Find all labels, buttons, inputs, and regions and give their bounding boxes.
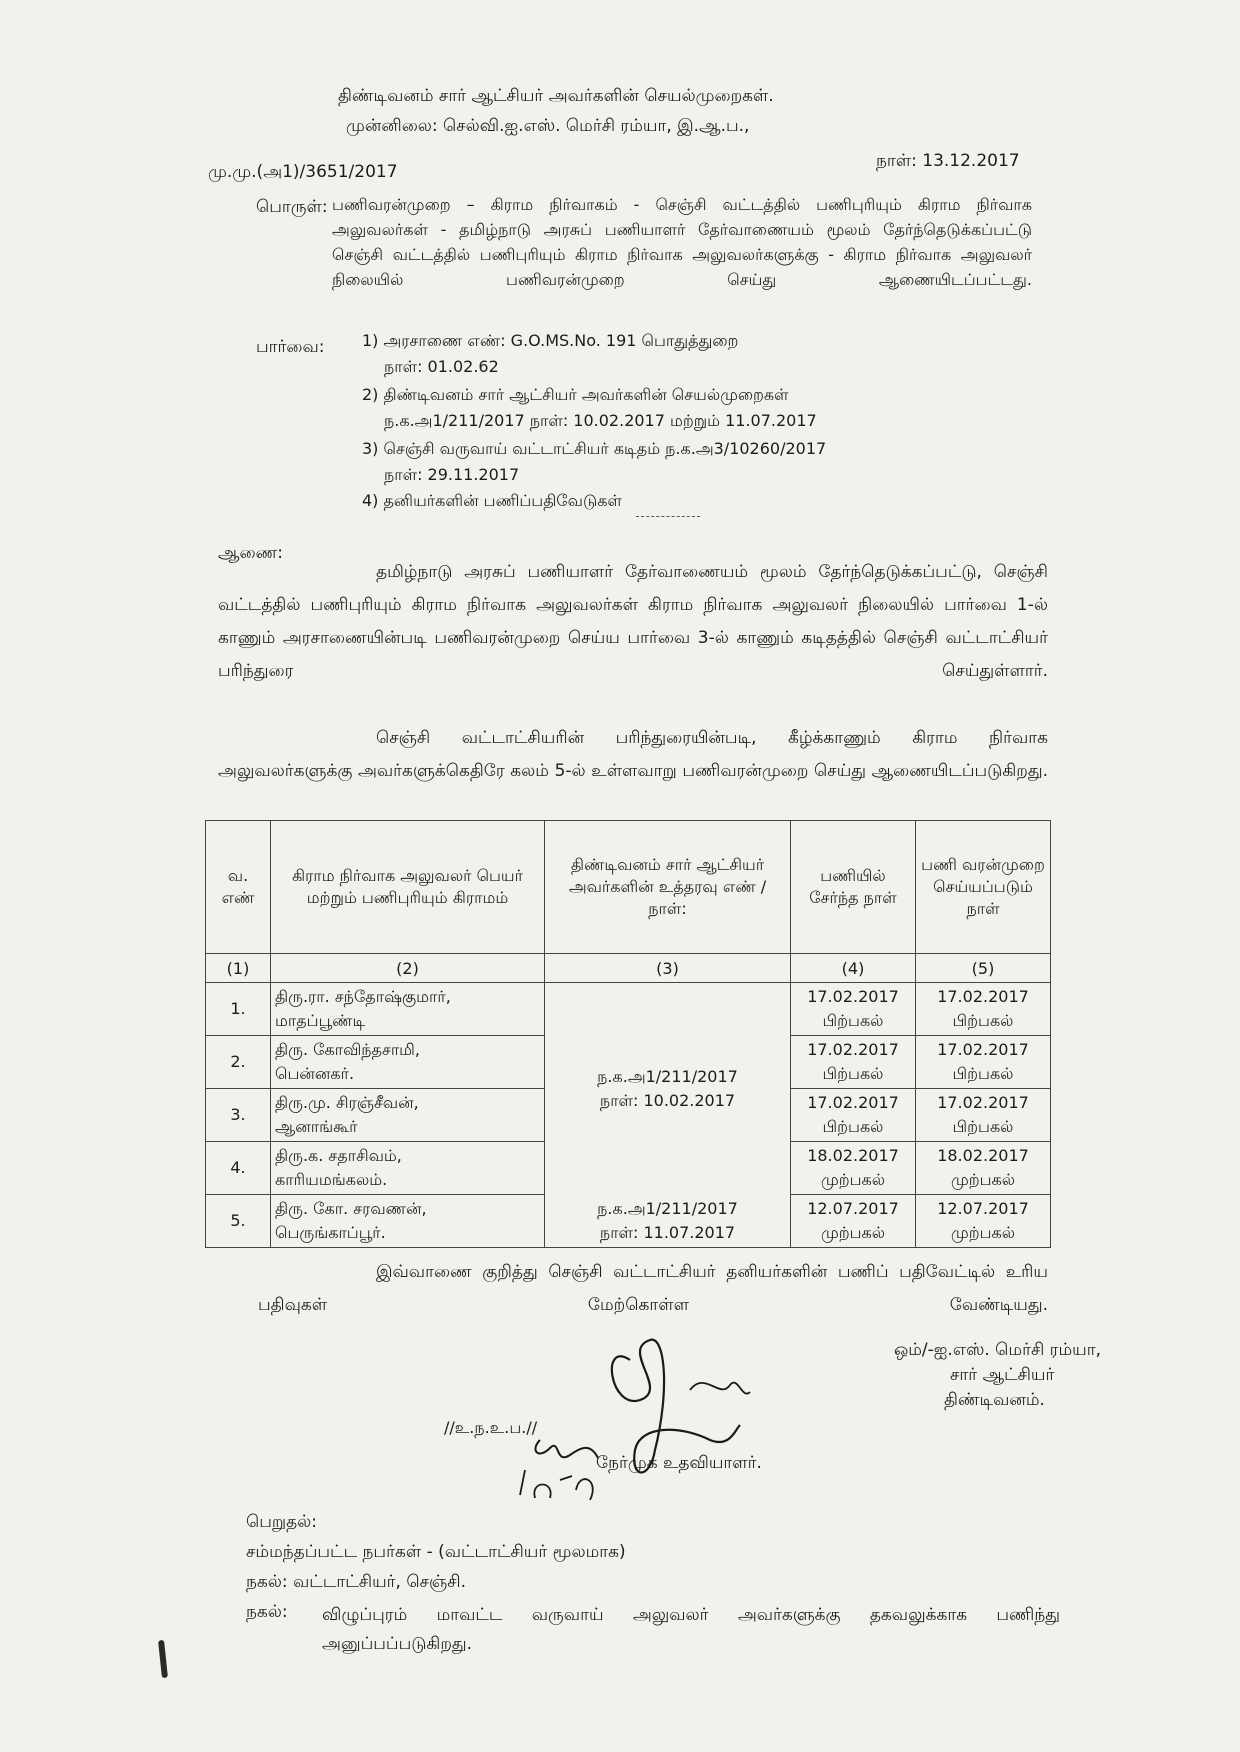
join-session: பிற்பகல் — [822, 1011, 884, 1030]
order-ref-group-1 — [545, 983, 791, 1195]
row-join-date — [791, 1142, 916, 1195]
reg-session: முற்பகல் — [950, 1223, 1016, 1242]
copy-label: நகல்: — [246, 1602, 288, 1622]
reg-date: 18.02.2017 — [937, 1146, 1029, 1165]
officer-name: திரு.மு. சிரஞ்சீவன், — [275, 1093, 419, 1112]
officer-name: திரு.க. சதாசிவம், — [275, 1146, 402, 1165]
subject-text: பணிவரன்முறை – கிராம நிர்வாகம் - செஞ்சி வட்டத்தில் பணிபுரியும் கிராம நிர்வாக அலுவலர்கள் - தமிழ்நாடு அரசுப் பணியாளர் தேர்வாணையம் மூலம் தேர்ந்தெடுக்கப்பட்டு செஞ்சி வட்டத்தில் பணிபுரியும் கிராம நிர்வாக அலுவலர்களுக்கு - கிராம நிர்வாக அலுவலர் நிலையில் பணிவரன்முறை செய்து ஆணையிடப்பட்டது. — [332, 195, 1032, 289]
join-session: முற்பகல் — [820, 1170, 886, 1189]
true-copy-mark: //உ.ந.உ.ப.// — [444, 1418, 538, 1437]
row-join-date — [791, 1195, 916, 1248]
reg-date: 17.02.2017 — [937, 1040, 1029, 1059]
recipient-text: சம்மந்தப்பட்ட நபர்கள் - (வட்டாட்சியர் மூலமாக) — [246, 1542, 626, 1562]
header-order-number: திண்டிவனம் சார் ஆட்சியர் அவர்களின் உத்தரவு எண் / நாள்: — [545, 821, 791, 954]
reg-session: பிற்பகல் — [952, 1011, 1014, 1030]
reference-1-line-2: நாள்: 01.02.62 — [384, 357, 499, 376]
document-date: நாள்: 13.12.2017 — [876, 151, 1020, 171]
references-label: பார்வை: — [256, 337, 325, 357]
order-label: ஆணை: — [218, 543, 283, 563]
header-line-2: முன்னிலை: செல்வி.ஐ.எஸ். மெர்சி ரம்யா, இ.ஆ.ப., — [346, 116, 750, 136]
signatory-place: திண்டிவனம். — [944, 1390, 1045, 1410]
reference-number: மு.மு.(அ1)/3651/2017 — [208, 162, 398, 182]
order-paragraph-1: தமிழ்நாடு அரசுப் பணியாளர் தேர்வாணையம் மூலம் தேர்ந்தெடுக்கப்பட்டு, செஞ்சி வட்டத்தில் பணிபுரியும் கிராம நிர்வாக அலுவலர்கள் கிராம நிர்வாக அலுவலர் நிலையில் பார்வை 1-ல் காணும் அரசாணையின்படி பணிவரன்முறை செய்ய பார்வை 3-ல் காணும் கடிதத்தில் செஞ்சி வட்டாட்சியர் பரிந்துரை செய்துள்ளார். — [218, 562, 1048, 681]
order-ref-number: ந.க.அ1/211/2017 — [597, 1198, 738, 1218]
table-header-row — [206, 821, 1051, 954]
join-date: 17.02.2017 — [807, 987, 899, 1006]
column-number: (5) — [916, 954, 1051, 983]
join-date: 17.02.2017 — [807, 1040, 899, 1059]
join-session: பிற்பகல் — [822, 1064, 884, 1083]
row-name-village — [271, 1036, 545, 1089]
regularisation-table — [205, 820, 1051, 1248]
copy-to-dro: விழுப்புரம் மாவட்ட வருவாய் அலுவலர் அவர்களுக்கு தகவலுக்காக பணிந்து அனுப்பப்படுகிறது. — [322, 1605, 1060, 1654]
separator-line — [636, 516, 700, 517]
reg-session: பிற்பகல் — [952, 1117, 1014, 1136]
row-reg-date — [916, 1089, 1051, 1142]
reg-date: 17.02.2017 — [937, 987, 1029, 1006]
copy-to-tahsildar: நகல்: வட்டாட்சியர், செஞ்சி. — [246, 1572, 466, 1592]
order-paragraph-2: செஞ்சி வட்டாட்சியரின் பரிந்துரையின்படி, கீழ்க்காணும் கிராம நிர்வாக அலுவலர்களுக்கு அவர்களுக்கெதிரே கலம் 5-ல் உள்ளவாறு பணிவரன்முறை செய்து ஆணையிடப்படுகிறது. — [218, 728, 1048, 781]
ink-mark — [158, 1640, 168, 1678]
column-number: (2) — [271, 954, 545, 983]
forwarded-by: நேர்முக உதவியாளர். — [596, 1453, 762, 1473]
officer-name: திரு. கோவிந்தசாமி, — [275, 1040, 421, 1059]
officer-name: திரு. கோ. சரவணன், — [275, 1199, 427, 1218]
reference-3-line-2: நாள்: 29.11.2017 — [384, 465, 520, 484]
row-name-village — [271, 1142, 545, 1195]
join-date: 18.02.2017 — [807, 1146, 899, 1165]
order-ref-number: ந.க.அ1/211/2017 — [597, 1066, 738, 1086]
table-row — [206, 1195, 1051, 1248]
reference-4-line-1: 4) தனியர்களின் பணிப்பதிவேடுகள் — [362, 491, 622, 510]
signatory-designation: சார் ஆட்சியர் — [950, 1365, 1055, 1385]
reg-session: பிற்பகல் — [952, 1064, 1014, 1083]
row-serial: 5. — [206, 1195, 271, 1248]
row-name-village — [271, 1089, 545, 1142]
row-join-date — [791, 983, 916, 1036]
header-joining-date: பணியில் சேர்ந்த நாள் — [791, 821, 916, 954]
reference-2-line-1: 2) திண்டிவனம் சார் ஆட்சியர் அவர்களின் செயல்முறைகள் — [362, 385, 789, 404]
header-serial-no: வ. எண் — [206, 821, 271, 954]
join-session: முற்பகல் — [820, 1223, 886, 1242]
reg-session: முற்பகல் — [950, 1170, 1016, 1189]
join-date: 12.07.2017 — [807, 1199, 899, 1218]
column-number: (1) — [206, 954, 271, 983]
order-ref-date: நாள்: 11.07.2017 — [599, 1222, 736, 1242]
column-number: (3) — [545, 954, 791, 983]
join-date: 17.02.2017 — [807, 1093, 899, 1112]
table-row — [206, 983, 1051, 1036]
order-ref-group-2 — [545, 1195, 791, 1248]
officer-name: திரு.ரா. சந்தோஷ்குமார், — [275, 987, 451, 1006]
recipient-label: பெறுதல்: — [246, 1512, 318, 1532]
row-serial: 4. — [206, 1142, 271, 1195]
row-serial: 2. — [206, 1036, 271, 1089]
header-line-1: திண்டிவனம் சார் ஆட்சியர் அவர்களின் செயல்முறைகள். — [338, 86, 774, 106]
order-ref-date: நாள்: 10.02.2017 — [599, 1090, 736, 1110]
village-name: ஆனாங்கூர் — [275, 1117, 358, 1136]
order-paragraph-3: இவ்வாணை குறித்து செஞ்சி வட்டாட்சியர் தனியர்களின் பணிப் பதிவேட்டில் உரிய பதிவுகள் மேற்கொள்ள வேண்டியது. — [258, 1262, 1048, 1315]
reference-3-line-1: 3) செஞ்சி வருவாய் வட்டாட்சியர் கடிதம் ந.க.அ3/10260/2017 — [362, 439, 827, 458]
header-regularisation-date: பணி வரன்முறை செய்யப்படும் நாள் — [916, 821, 1051, 954]
handwritten-signature — [480, 1330, 810, 1530]
signatory-name: ஒம்/-ஐ.எஸ். மெர்சி ரம்யா, — [894, 1340, 1102, 1360]
row-name-village — [271, 983, 545, 1036]
village-name: பெருங்காப்பூர். — [275, 1223, 386, 1242]
row-serial: 1. — [206, 983, 271, 1036]
subject-label: பொருள்: — [256, 197, 328, 217]
row-join-date — [791, 1036, 916, 1089]
row-name-village — [271, 1195, 545, 1248]
row-reg-date — [916, 1195, 1051, 1248]
header-name-village: கிராம நிர்வாக அலுவலர் பெயர் மற்றும் பணிபுரியும் கிராமம் — [271, 821, 545, 954]
village-name: காரியமங்கலம். — [275, 1170, 388, 1189]
row-reg-date — [916, 1036, 1051, 1089]
row-reg-date — [916, 1142, 1051, 1195]
row-serial: 3. — [206, 1089, 271, 1142]
village-name: மாதப்பூண்டி — [275, 1011, 366, 1030]
column-number: (4) — [791, 954, 916, 983]
row-reg-date — [916, 983, 1051, 1036]
row-join-date — [791, 1089, 916, 1142]
reg-date: 12.07.2017 — [937, 1199, 1029, 1218]
join-session: பிற்பகல் — [822, 1117, 884, 1136]
reg-date: 17.02.2017 — [937, 1093, 1029, 1112]
reference-1-line-1: 1) அரசாணை எண்: G.O.MS.No. 191 பொதுத்துறை — [362, 331, 739, 350]
reference-2-line-2: ந.க.அ1/211/2017 நாள்: 10.02.2017 மற்றும் 11.07.2017 — [384, 411, 817, 430]
village-name: பென்னகர். — [275, 1064, 355, 1083]
table-column-numbers-row — [206, 954, 1051, 983]
